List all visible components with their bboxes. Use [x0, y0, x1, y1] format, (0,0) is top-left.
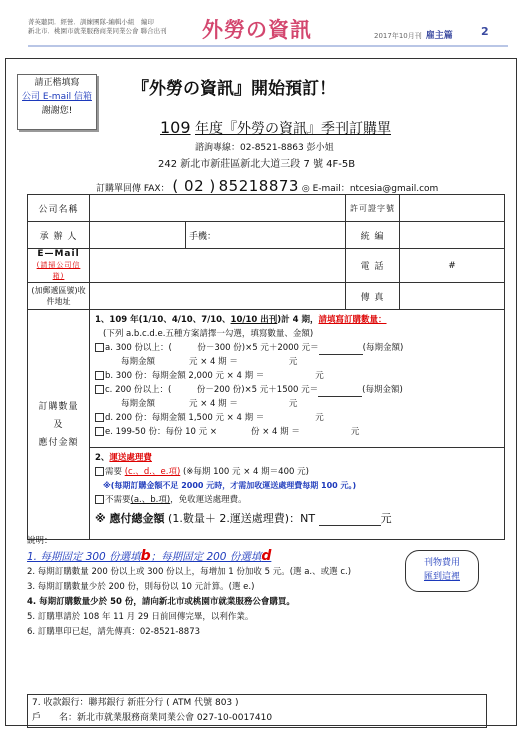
- note-2: 2. 每期訂購數量 200 份以上或 300 份以上，每增加 1 份加收 5 元。(選 a.、或選 c.): [27, 567, 352, 577]
- contact-line: 諮詢專線：02-8521-8863 彭小姐: [195, 143, 334, 153]
- fax-area-code: ( 02 ): [172, 177, 216, 195]
- address-field[interactable]: [90, 283, 346, 310]
- header-divider: [28, 45, 508, 47]
- contact-person-label: 承 辦 人: [28, 222, 90, 249]
- option-c-calc: 每期金額 元 × 4 期 ＝ 元: [121, 399, 298, 409]
- note-1-letter-b: b: [140, 548, 151, 564]
- fax-mark: ◎: [301, 184, 310, 194]
- newsletter-header: [28, 12, 508, 48]
- option-b-checkbox[interactable]: [95, 371, 104, 380]
- option-c-text: c. 200 份以上：( 份－200 份)×5 元＋1500 元＝: [105, 385, 319, 395]
- option-c-sub: (每期金額): [362, 385, 403, 395]
- section1-heading: [95, 313, 499, 327]
- option-c-amount-blank[interactable]: [318, 396, 362, 397]
- total-amount-row: [95, 512, 499, 526]
- note-1-letter-d: d: [261, 548, 272, 564]
- notes-title: 說明：: [27, 536, 53, 546]
- tax-id-field[interactable]: [400, 222, 505, 249]
- shipping-no-need-row: [95, 493, 499, 507]
- fill-instruction-callout: [17, 74, 97, 130]
- option-a-row: [95, 341, 499, 355]
- license-number-label: 許可證字號: [346, 195, 400, 222]
- section1-heading-tail: )計 4 期，: [277, 315, 319, 325]
- shipping-no-need-note: ，免收運送處理費。: [170, 495, 247, 505]
- option-e-checkbox[interactable]: [95, 427, 104, 436]
- contact-person-field[interactable]: [90, 222, 186, 249]
- email-address: ntcesia@gmail.com: [349, 184, 439, 194]
- option-a-sub: (每期金額): [362, 343, 404, 353]
- order-form-table: [27, 194, 505, 540]
- payment-callout-line-1: 刊物費用: [423, 558, 460, 568]
- tax-id-label: 統 編: [346, 222, 400, 249]
- total-amount-label: ※ 應付總金額: [95, 512, 165, 525]
- option-e-row: [95, 425, 499, 439]
- option-a-text: a. 300 份以上：( 份－300 份)×5 元＋2000 元＝: [105, 343, 319, 353]
- option-a-checkbox[interactable]: [95, 343, 104, 352]
- option-b-row: [95, 369, 499, 383]
- address-line: 242 新北市新莊區新北大道三段 7 號 4F-5B: [158, 159, 356, 170]
- section2-heading-text: 運送處理費: [109, 453, 152, 463]
- payment-callout-line-2: 匯到這裡: [423, 572, 460, 582]
- company-name-field[interactable]: [90, 195, 346, 222]
- callout-line-3: 謝謝您!: [41, 106, 73, 116]
- option-d-text: d. 200 份：每期金額 1,500 元 × 4 期 ＝ 元: [105, 413, 324, 423]
- mobile-label: 手機：: [189, 231, 217, 242]
- shipping-need-row: [95, 465, 499, 479]
- shipping-need-calc: (※每期 100 元 × 4 期＝400 元): [182, 467, 309, 477]
- mobile-field[interactable]: [186, 222, 346, 249]
- section2-heading-num: 2、: [95, 453, 110, 463]
- section1-heading-text: 1、109 年(1/10、4/10、7/10、: [95, 315, 231, 325]
- email-row-label: [28, 249, 90, 283]
- fax-number: 85218873: [218, 177, 299, 195]
- quantity-label-3: 應付金額: [38, 437, 79, 448]
- phone-extension-mark: #: [448, 260, 456, 271]
- section1-instruction: (下列 a.b.c.d.e.五種方案請擇一勾選，填寫數量、金額): [103, 329, 314, 339]
- shipping-need-label: 需要: [105, 467, 123, 477]
- order-year: 109: [160, 118, 191, 137]
- quantity-amount-label: [28, 310, 90, 540]
- option-a-calc: 每期金額 元 × 4 期 ＝ 元: [121, 357, 298, 367]
- option-e-text: e. 199-50 份：每份 10 元 × 份 × 4 期 ＝ 元: [105, 427, 360, 437]
- order-subtitle: [160, 118, 391, 138]
- option-d-checkbox[interactable]: [95, 413, 104, 422]
- shipping-no-need-options: (a.、b.項): [130, 495, 171, 505]
- publisher-line-2: 新北市．桃園市就業服務商業同業公會 聯合出刊: [28, 27, 167, 35]
- note-1-text-b: ；每期固定 200 份選填: [150, 551, 262, 563]
- callout-line-2: 公司 E-mail 信箱: [22, 92, 92, 102]
- shipping-fee-section: [90, 448, 505, 540]
- note-1-text-a: 1. 每期固定 300 份選填: [27, 551, 141, 563]
- fax-field[interactable]: [400, 283, 505, 310]
- fax-email-line: [96, 177, 438, 195]
- issue-info: [374, 28, 453, 41]
- note-5: 5. 訂購單請於 108 年 11 月 29 日前回傳完畢，以利作業。: [27, 612, 254, 622]
- note-3: 3. 每期訂購數量少於 200 份，則每份以 10 元計算。(選 e.): [27, 582, 255, 592]
- total-amount-unit: 元: [380, 512, 392, 525]
- shipping-no-need-label: 不需要: [105, 495, 131, 505]
- option-d-row: [95, 411, 499, 425]
- option-b-text: b. 300 份：每期金額 2,000 元 × 4 期 ＝ 元: [105, 371, 324, 381]
- order-title: 『外勞の資訊』開始預訂！: [132, 79, 336, 99]
- subscription-options: [90, 310, 505, 448]
- option-a-amount-blank[interactable]: [319, 354, 363, 355]
- email-label: E-mail：: [312, 184, 350, 194]
- phone-label: 電 話: [346, 249, 400, 283]
- bank-info-box: [27, 694, 487, 728]
- email-row-hint: (請掃公司信箱): [36, 261, 81, 280]
- option-c-row: [95, 383, 499, 397]
- shipping-need-note: ※(每期訂購金額不足 2000 元時，才需加收運送處理費每期 100 元。): [103, 481, 357, 490]
- phone-field[interactable]: [400, 249, 505, 283]
- section1-heading-note: 請填寫訂購數量：: [318, 315, 387, 325]
- address-label: (加郵遞區號)收件地址: [28, 283, 90, 310]
- email-field[interactable]: [90, 249, 346, 283]
- fax-label: 訂購單回傳 FAX：: [96, 184, 170, 194]
- email-row-title: E—Mail: [37, 249, 80, 259]
- bank-line-1: 7. 收款銀行：聯邦銀行 新莊分行 ( ATM 代號 803 ): [32, 698, 239, 708]
- total-amount-formula: (1.數量＋ 2.運送處理費)：NT: [168, 512, 316, 525]
- publisher-line-1: 菁英聽問．經營．訓練團隊-編輯小組 編印: [28, 18, 154, 26]
- newsletter-title: 外勞の資訊: [202, 18, 312, 42]
- section2-heading: [95, 451, 499, 465]
- shipping-need-options: (c.、d.、e.項): [124, 467, 181, 477]
- note-4: 4. 每期訂購數量少於 50 份，請向新北市或桃園市就業服務公會購買。: [27, 597, 295, 607]
- section-name: 雇主篇: [425, 31, 453, 41]
- section1-issue-dates: 10/10 出刊: [230, 315, 278, 325]
- license-number-field[interactable]: [400, 195, 505, 222]
- shipping-need-checkbox[interactable]: [95, 467, 104, 476]
- page-number: 2: [481, 25, 489, 38]
- quantity-label-1: 訂購數量: [38, 401, 79, 412]
- fax-field-label: 傳 真: [346, 283, 400, 310]
- issue-date: 2017年10月刊: [374, 32, 422, 40]
- note-6: 6. 訂購單印已起，請先傳真：02-8521-8873: [27, 627, 201, 637]
- shipping-no-need-checkbox[interactable]: [95, 495, 104, 504]
- option-c-checkbox[interactable]: [95, 385, 104, 394]
- payment-callout: [405, 550, 479, 592]
- bank-line-2: 戶 名：新北市就業服務商業同業公會 027-10-0017410: [32, 713, 273, 723]
- publisher-info: [28, 18, 208, 36]
- company-name-label: 公司名稱: [28, 195, 90, 222]
- callout-line-1: 請正楷填寫: [34, 78, 80, 88]
- total-amount-blank[interactable]: [319, 525, 381, 526]
- quantity-label-2: 及: [53, 419, 64, 430]
- order-subtitle-text: 年度『外勞の資訊』季刊訂購單: [195, 121, 391, 137]
